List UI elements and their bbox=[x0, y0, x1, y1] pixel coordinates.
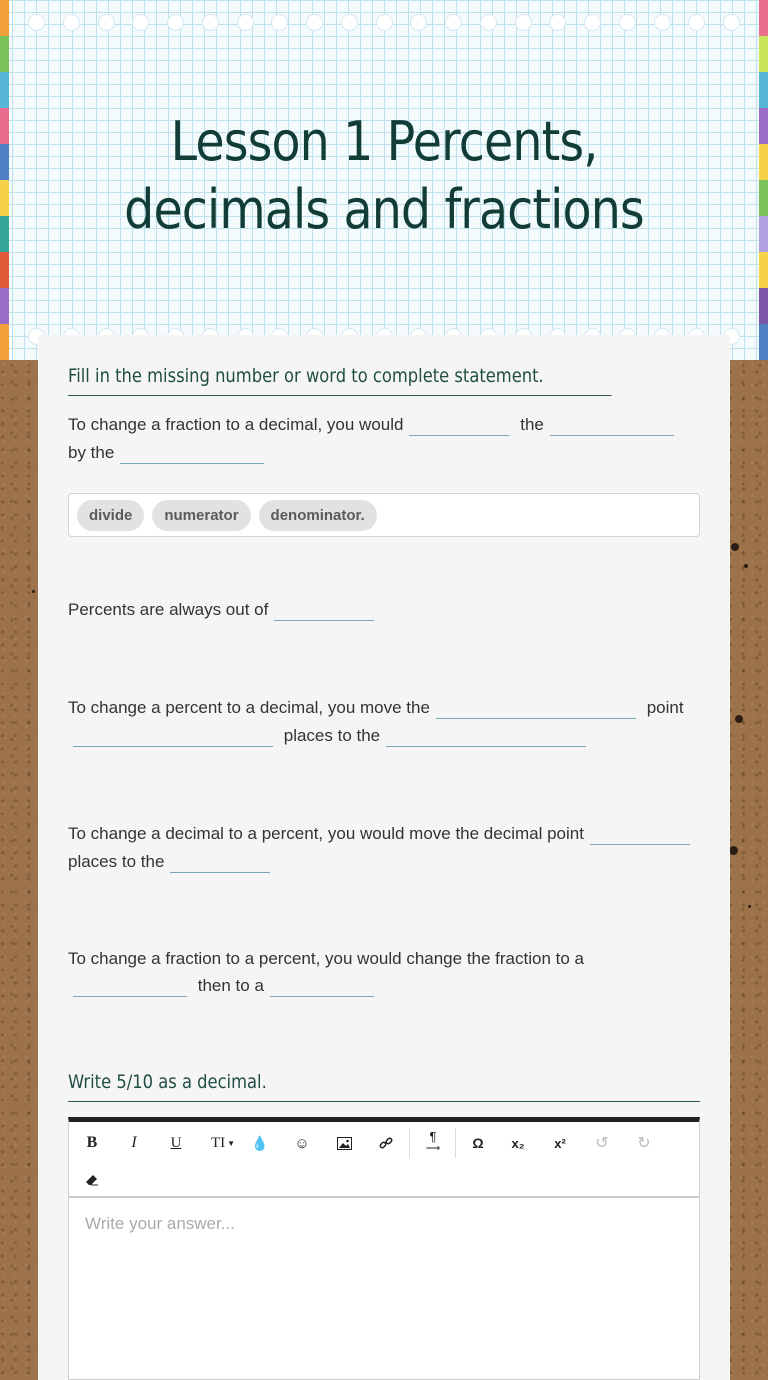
redo-icon[interactable]: ↻ bbox=[637, 1135, 651, 1152]
blank-input[interactable] bbox=[274, 600, 374, 621]
toolbar-separator bbox=[455, 1128, 456, 1158]
question-text: Percents are always out of bbox=[68, 600, 269, 619]
question-text: To change a fraction to a decimal, you would bbox=[68, 415, 404, 434]
link-icon[interactable] bbox=[371, 1128, 401, 1158]
word-chip-numerator[interactable]: numerator bbox=[152, 500, 250, 531]
question-text: To change a fraction to a percent, you would change the fraction to a bbox=[68, 949, 585, 968]
underline-icon[interactable]: U bbox=[170, 1134, 182, 1151]
text-size-icon[interactable] bbox=[203, 1128, 243, 1158]
cork-speck bbox=[729, 846, 738, 855]
blank-input[interactable] bbox=[590, 824, 690, 845]
blank-input[interactable] bbox=[73, 726, 273, 747]
superscript-icon[interactable]: x² bbox=[554, 1135, 566, 1151]
question-text: places to the bbox=[68, 852, 165, 871]
omega-icon[interactable]: Ω bbox=[472, 1135, 484, 1151]
cork-speck bbox=[744, 564, 748, 568]
question-text: then to a bbox=[197, 976, 264, 995]
blank-input[interactable] bbox=[120, 443, 264, 464]
cork-speck bbox=[735, 715, 743, 723]
question-text: point bbox=[646, 698, 684, 717]
question-text: To change a percent to a decimal, you move the bbox=[68, 698, 430, 717]
italic-icon[interactable]: I bbox=[131, 1134, 137, 1151]
blank-input[interactable] bbox=[73, 976, 187, 997]
question-fraction-to-percent bbox=[68, 945, 700, 999]
image-icon[interactable] bbox=[329, 1128, 359, 1158]
cork-speck bbox=[748, 905, 751, 908]
left-rainbow-edge bbox=[0, 0, 9, 360]
section-heading-fill-in: Fill in the missing number or word to complete statement. bbox=[68, 365, 612, 396]
header-banner bbox=[0, 0, 768, 360]
blank-input[interactable] bbox=[170, 852, 270, 873]
blank-input[interactable] bbox=[436, 698, 636, 719]
word-chip-divide[interactable]: divide bbox=[77, 500, 144, 531]
answer-textarea[interactable]: Write your answer... bbox=[85, 1214, 235, 1233]
chevron-down-icon: ▼ bbox=[227, 1138, 236, 1148]
blank-input[interactable] bbox=[270, 976, 374, 997]
toolbar-separator bbox=[409, 1128, 410, 1158]
worksheet-paper bbox=[38, 335, 730, 1380]
cork-speck bbox=[32, 590, 35, 593]
color-drop-icon[interactable]: 💧 bbox=[251, 1134, 269, 1151]
question-percent-to-decimal bbox=[68, 694, 700, 750]
question-text: by the bbox=[68, 443, 115, 462]
question-percents-out-of bbox=[68, 596, 700, 624]
word-chip-denominator[interactable]: denominator. bbox=[259, 500, 377, 531]
question-fraction-to-decimal bbox=[68, 411, 700, 467]
emoji-icon[interactable]: ☺ bbox=[294, 1134, 310, 1152]
blank-input[interactable] bbox=[409, 415, 509, 436]
subscript-icon[interactable]: x₂ bbox=[511, 1135, 525, 1151]
question-decimal-to-percent bbox=[68, 820, 700, 876]
worksheet-title: Lesson 1 Percents, decimals and fractions bbox=[124, 110, 644, 241]
question-text: places to the bbox=[283, 726, 381, 745]
question-text: the bbox=[520, 415, 544, 434]
word-bank bbox=[68, 493, 700, 537]
blank-input[interactable] bbox=[550, 415, 674, 436]
editor-toolbar bbox=[69, 1122, 699, 1198]
blank-input[interactable] bbox=[386, 726, 586, 747]
cork-speck bbox=[731, 543, 739, 551]
text-size-label: TI bbox=[210, 1134, 226, 1151]
bold-icon[interactable]: B bbox=[86, 1134, 98, 1151]
eraser-icon[interactable] bbox=[77, 1165, 107, 1195]
undo-icon[interactable]: ↺ bbox=[595, 1135, 609, 1152]
question-text: To change a decimal to a percent, you would move the decimal point bbox=[68, 824, 584, 843]
answer-editor bbox=[68, 1117, 700, 1380]
paragraph-icon[interactable]: ¶ ⟶ bbox=[425, 1129, 441, 1154]
section-heading-write-decimal: Write 5/10 as a decimal. bbox=[68, 1071, 700, 1102]
right-rainbow-edge bbox=[759, 0, 768, 360]
binder-holes-top bbox=[28, 14, 740, 31]
